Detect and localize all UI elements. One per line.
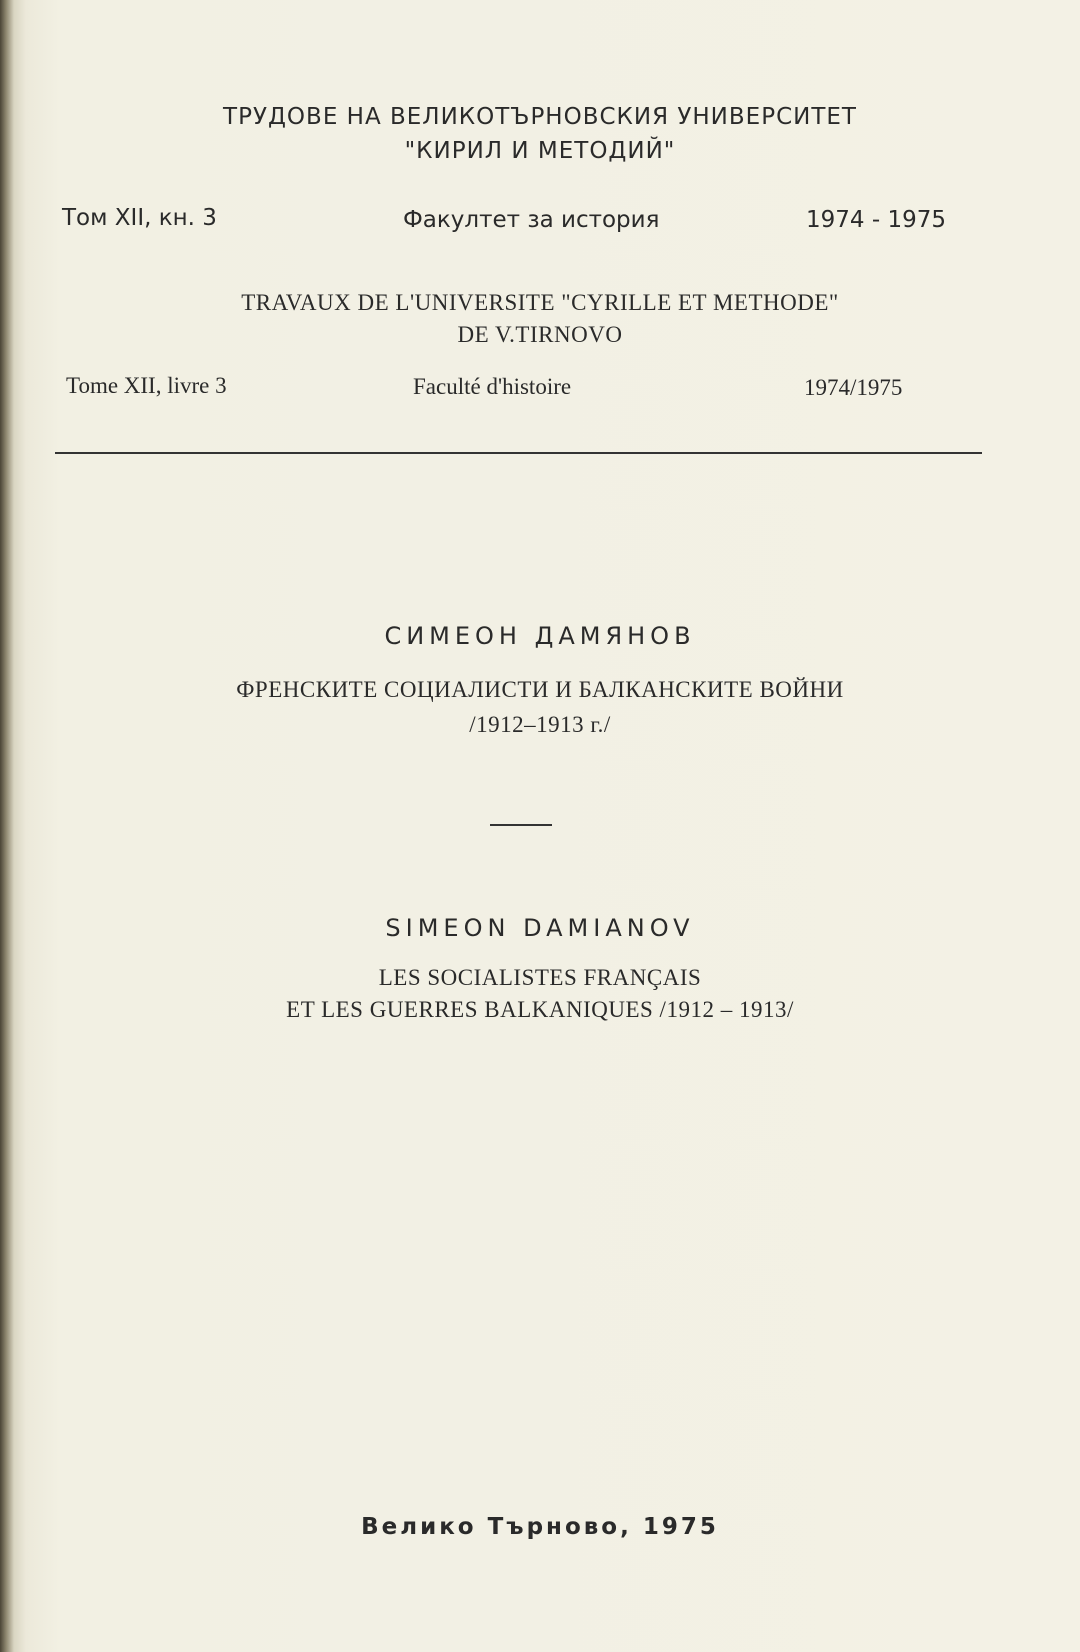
university-name-bg-line1: ТРУДОВЕ НА ВЕЛИКОТЪРНОВСКИЯ УНИВЕРСИТЕТ — [223, 104, 857, 130]
author-fr: SIMEON DAMIANOV — [385, 914, 695, 942]
header-divider — [55, 452, 982, 454]
volume-bg: Том XII, кн. 3 — [62, 205, 217, 231]
article-title-bg-line2: /1912–1913 г./ — [469, 712, 611, 737]
volume-fr: Tome XII, livre 3 — [66, 373, 227, 398]
faculty-fr: Faculté d'histoire — [413, 374, 572, 399]
place-and-year: Велико Търново, 1975 — [361, 1514, 719, 1540]
article-title-bg-line1: ФРЕНСКИТЕ СОЦИАЛИСТИ И БАЛКАНСКИТЕ ВОЙНИ — [236, 677, 844, 702]
author-bg: СИМЕОН ДАМЯНОВ — [384, 622, 696, 650]
years-bg: 1974 - 1975 — [806, 207, 946, 233]
article-title-fr-line1: LES SOCIALISTES FRANÇAIS — [378, 965, 702, 990]
section-divider — [490, 824, 552, 826]
university-name-fr-line1: TRAVAUX DE L'UNIVERSITE "CYRILLE ET METHODE" — [241, 290, 839, 315]
university-name-bg-line2: "КИРИЛ И МЕТОДИЙ" — [404, 138, 676, 164]
university-name-fr-line2: DE V.TIRNOVO — [457, 322, 623, 347]
article-title-fr-line2: ET LES GUERRES BALKANIQUES /1912 – 1913/ — [286, 997, 794, 1022]
years-fr: 1974/1975 — [804, 375, 903, 400]
faculty-bg: Факултет за история — [403, 207, 660, 233]
